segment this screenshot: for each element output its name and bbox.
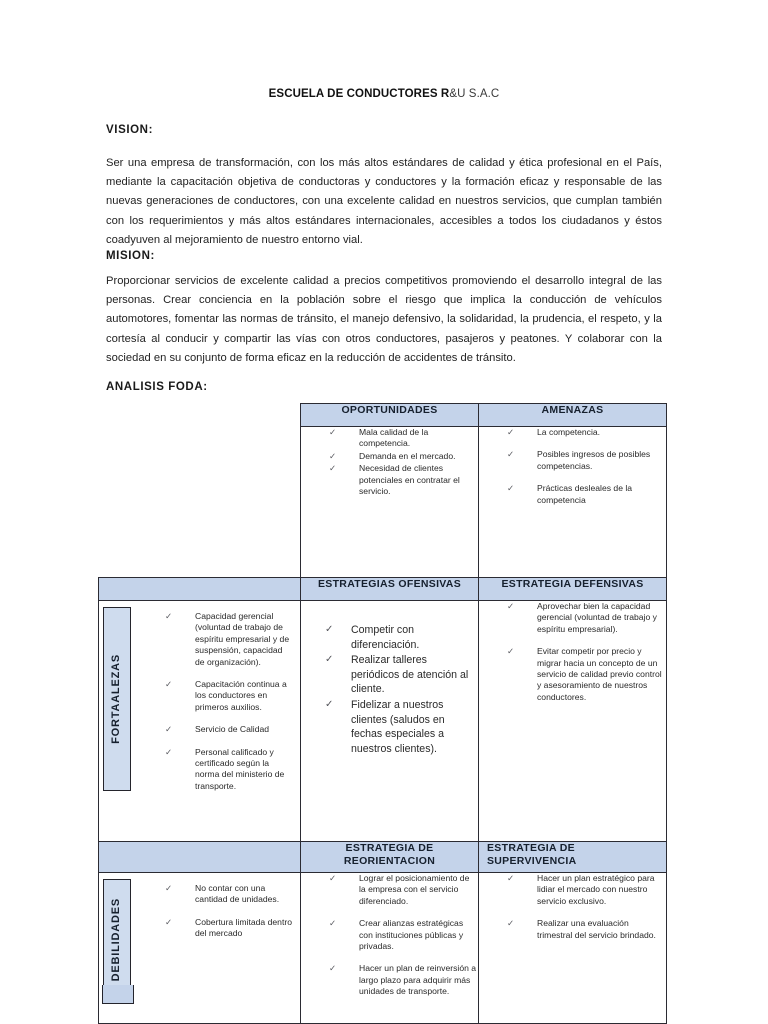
cell-estrategia-supervivencia — [479, 873, 667, 1024]
list-item: ✓ Aprovechar bien la capacidad gerencial (voluntad de trabajo y espíritu empresarial). — [507, 601, 666, 635]
axis-label-fortalezas — [103, 607, 131, 791]
axis-label-debilidades-text: DEBILIDADES — [110, 898, 123, 982]
mision-paragraph: Proporcionar servicios de excelente calidad a precios competitivos promoviendo el desarrollo integral de las personas. Crear conciencia en la población sobre el riesgo que implica la conducción de vehículos automotores, fomentar las normas de tránsito, el manejo defensivo, la solidaridad, la prudencia, el respeto, y la cortesía al conducir y compartir las vías con otros conductores, pasajeros y peatones. Y colaborar con la sociedad en su conjunto de forma eficaz en la reducción de accidentes de tránsito. — [106, 275, 662, 364]
list-estrategia-supervivencia — [479, 873, 666, 941]
list-item: ✓ Mala calidad de la competencia. — [329, 427, 478, 450]
list-estrategias-ofensivas — [301, 623, 478, 756]
foda-heading: ANALISIS FODA: — [106, 381, 208, 393]
list-item: ✓ No contar con una cantidad de unidades. — [165, 883, 294, 906]
cell-estrategia-defensivas — [479, 601, 667, 842]
table-row-debilidades — [99, 873, 667, 1024]
list-item: ✓ Hacer un plan de reinversión a largo plazo para adquirir más unidades de transporte. — [329, 963, 478, 997]
cell-estrategias-ofensivas — [301, 601, 479, 842]
page-title — [106, 88, 662, 100]
decorative-corner-square — [102, 985, 134, 1004]
blank-label-cell — [99, 427, 301, 578]
header-amenazas: AMENAZAS — [479, 404, 667, 427]
table-row-headers-strategies-2 — [99, 842, 667, 873]
cell-amenazas — [479, 427, 667, 578]
list-item: ✓ Hacer un plan estratégico para lidiar el mercado con nuestro servicio exclusivo. — [507, 873, 666, 907]
header-estrategias-ofensivas: ESTRATEGIAS OFENSIVAS — [301, 578, 479, 601]
list-item: ✓ Necesidad de clientes potenciales en contratar el servicio. — [329, 463, 478, 497]
list-item: ✓ Lograr el posicionamiento de la empresa con el servicio diferenciado. — [329, 873, 478, 907]
list-item: ✓ Evitar competir por precio y migrar hacia un concepto de un servicio de calidad previo control y asesoramiento de nuestros conductores. — [507, 646, 666, 703]
table-row-fortalezas — [99, 601, 667, 842]
list-item: ✓ La competencia. — [507, 427, 666, 438]
list-item: ✓ Capacitación continua a los conductores en primeros auxilios. — [165, 679, 294, 713]
list-item: ✓ Prácticas desleales de la competencia — [507, 483, 666, 506]
corner-blank-cell — [99, 404, 301, 427]
list-item: ✓ Competir con diferenciación. — [325, 623, 478, 652]
header-estrategia-reorientacion: ESTRATEGIA DE REORIENTACION — [301, 842, 479, 873]
list-estrategia-reorientacion — [301, 873, 478, 998]
list-item: ✓ Demanda en el mercado. — [329, 451, 478, 462]
list-item: ✓ Servicio de Calidad — [165, 724, 294, 735]
header-oportunidades: OPORTUNIDADES — [301, 404, 479, 427]
list-item: ✓ Capacidad gerencial (voluntad de trabajo de espíritu empresarial y de suspensión, capacidad de organización). — [165, 611, 294, 668]
list-item: ✓ Cobertura limitada dentro del mercado — [165, 917, 294, 940]
list-item: ✓ Posibles ingresos de posibles competencias. — [507, 449, 666, 472]
list-oportunidades — [301, 427, 478, 497]
band-blank-left-2 — [99, 842, 301, 873]
list-estrategia-defensivas — [479, 601, 666, 703]
axis-label-fortalezas-text: FORTAALEZAS — [110, 654, 123, 744]
cell-fortalezas — [99, 601, 301, 842]
list-item: ✓ Realizar una evaluación trimestral del servicio brindado. — [507, 918, 666, 941]
cell-estrategia-reorientacion — [301, 873, 479, 1024]
header-estrategia-supervivencia: ESTRATEGIA DE SUPERVIVENCIA — [479, 842, 667, 873]
list-item: ✓ Fidelizar a nuestros clientes (saludos en fechas especiales a nuestros clientes). — [325, 698, 478, 756]
table-row-headers-strategies-1 — [99, 578, 667, 601]
cell-oportunidades — [301, 427, 479, 578]
list-item: ✓ Personal calificado y certificado según la norma del ministerio de transporte. — [165, 747, 294, 793]
list-item: ✓ Crear alianzas estratégicas con instituciones públicas y privadas. — [329, 918, 478, 952]
axis-label-debilidades — [103, 879, 131, 1001]
foda-matrix — [98, 403, 667, 1024]
mision-heading: MISION: — [106, 250, 155, 262]
header-estrategia-defensivas: ESTRATEGIA DEFENSIVAS — [479, 578, 667, 601]
vision-heading: VISION: — [106, 124, 154, 136]
list-item: ✓ Realizar talleres periódicos de atención al cliente. — [325, 653, 478, 697]
band-blank-left-1 — [99, 578, 301, 601]
table-row-headers-top — [99, 404, 667, 427]
vision-paragraph: Ser una empresa de transformación, con los más altos estándares de calidad y ética profesional en el País, mediante la capacitación objetiva de conductoras y conductores y la formación eficaz y responsable de las nuevas generaciones de conductores, con una excelente calidad en nuestros servicios, que cumplan también con los requerimientos y más altos estándares internacionales, accesibles a todos los ciudadanos y éstos coadyuven al mejoramiento de nuestro entorno vial. — [106, 157, 662, 246]
page-title-light: &U S.A.C — [449, 88, 500, 100]
list-amenazas — [479, 427, 666, 506]
list-debilidades — [137, 883, 294, 940]
table-row-external-factors — [99, 427, 667, 578]
list-fortalezas — [137, 611, 294, 792]
page-title-bold: ESCUELA DE CONDUCTORES R — [268, 88, 450, 100]
